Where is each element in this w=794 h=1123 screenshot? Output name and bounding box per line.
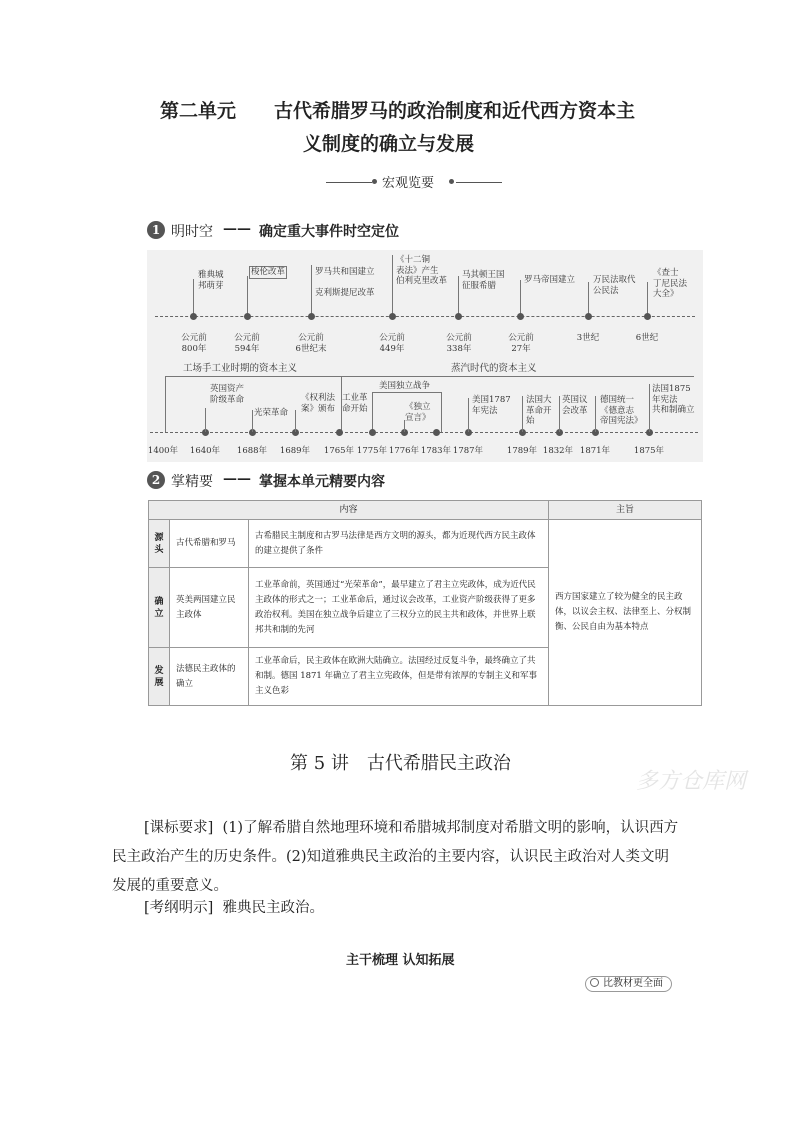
table-row [149, 520, 702, 568]
year-label: 1689年 [279, 446, 311, 456]
section2-dash: —— [223, 471, 251, 487]
essentials-table [148, 500, 702, 706]
section1-dash: —— [223, 221, 251, 237]
year-label: 1787年 [452, 446, 484, 456]
col-header-content: 内容 [149, 501, 549, 520]
unit-title-line2: 义制度的确立与发展 [303, 133, 475, 155]
subtitle-line-left [326, 182, 372, 183]
exam-outline-text: 雅典民主政治。 [222, 900, 325, 916]
lesson-title: 第 5 讲 古代希腊民主政治 [290, 753, 511, 774]
year-label: 1688年 [236, 446, 268, 456]
year-label: 1775年 [356, 446, 388, 456]
timeline-dot [585, 313, 592, 320]
row-topic: 法德民主政体的确立 [170, 648, 249, 706]
year-label: 6世纪 [635, 333, 659, 343]
timeline1-axis [155, 316, 695, 317]
year-label: 1832年 [542, 446, 574, 456]
compare-badge-label: 比教材更全面 [603, 978, 663, 989]
year-label: 公元前 27年 [508, 333, 534, 354]
era-label-manufacturing: 工场手工业时期的资本主义 [183, 363, 298, 374]
col-header-purpose: 主旨 [549, 501, 702, 520]
event-label: 《十二铜 表法》产生 伯利克里改革 [396, 255, 448, 286]
event-label: 《独立 宣言》 [405, 402, 431, 423]
curriculum-text: (1)了解希腊自然地理环境和希腊城邦制度对希腊文明的影响，认识西方民主政治产生的历史条件。(2)知道雅典民主政治的主要内容，认识民主政治对人类文明发展的重要意义。 [112, 820, 679, 894]
event-label: 《权利法 案》颁布 [301, 393, 336, 414]
tick [559, 396, 560, 432]
compare-badge [585, 976, 672, 992]
row-head: 源 头 [149, 520, 170, 568]
year-label: 1783年 [420, 446, 452, 456]
timeline-dot [244, 313, 251, 320]
timeline-dot [336, 429, 343, 436]
timeline2-axis [150, 432, 698, 433]
timeline-dot [433, 429, 440, 436]
unit-title-line1: 第二单元 古代希腊罗马的政治制度和近代西方资本主 [160, 100, 636, 122]
row-detail: 工业革命后，民主政体在欧洲大陆确立。法国经过反复斗争，最终确立了共和制。德国 1871 年确立了君主立宪政体，但是带有浓厚的专制主义和军事主义色彩 [249, 648, 549, 706]
event-label: 罗马帝国建立 [524, 275, 576, 285]
tick [252, 410, 253, 432]
tick [647, 282, 648, 316]
year-label: 1640年 [189, 446, 221, 456]
exam-outline-tag: [考纲明示] [144, 900, 214, 916]
section1-number-badge: 1 [147, 221, 165, 239]
exam-outline [144, 894, 324, 923]
tick [458, 276, 459, 316]
event-label: 英国资产 阶级革命 [210, 384, 245, 405]
event-label: 雅典城 邦萌芽 [198, 270, 224, 291]
section1-header [147, 221, 467, 241]
year-label: 公元前 449年 [379, 333, 405, 354]
year-label: 公元前 6世纪末 [295, 333, 327, 354]
era-label-steam: 蒸汽时代的资本主义 [451, 363, 537, 374]
event-label: 法国1875 年宪法 共和制确立 [652, 384, 695, 415]
search-icon [590, 978, 599, 987]
tick [649, 384, 650, 432]
year-label: 1871年 [579, 446, 611, 456]
year-label: 公元前 594年 [234, 333, 260, 354]
year-label: 1789年 [506, 446, 538, 456]
event-label: 工业革 命开始 [342, 393, 368, 414]
event-label: 马其顿王国 征服希腊 [462, 270, 505, 291]
year-label: 3世纪 [576, 333, 600, 343]
tick [520, 280, 521, 316]
tick [468, 398, 469, 432]
section2-header [147, 471, 467, 491]
indep-war-label: 美国独立战争 [379, 381, 431, 391]
row-head: 发 展 [149, 648, 170, 706]
subtitle-dot-left [372, 179, 377, 184]
event-label: 光荣革命 [254, 408, 289, 418]
timeline-dot [308, 313, 315, 320]
year-label: 1765年 [323, 446, 355, 456]
timeline-dot [644, 313, 651, 320]
curriculum-requirements [112, 814, 682, 901]
watermark: 多方仓库网 [636, 769, 747, 794]
timeline-dot [369, 429, 376, 436]
tick [205, 408, 206, 432]
timeline-dot [389, 313, 396, 320]
event-label: 英国议 会改革 [562, 395, 588, 416]
tick [595, 396, 596, 432]
event-label: 《查士 丁尼民法 大全》 [653, 268, 688, 299]
section2-label-a: 掌精要 [171, 474, 213, 490]
tick [295, 410, 296, 432]
timeline-dot [517, 313, 524, 320]
subtitle-row [326, 172, 502, 190]
event-label: 万民法取代 公民法 [593, 275, 636, 296]
row-topic: 古代希腊和罗马 [170, 520, 249, 568]
tick [247, 276, 248, 316]
main-section-title: 主干梳理 认知拓展 [346, 953, 455, 968]
section2-label-b: 掌握本单元精要内容 [259, 474, 385, 490]
year-label: 1400年 [147, 446, 179, 456]
subtitle: 宏观览要 [382, 176, 435, 191]
event-label: 德国统一 《德意志 帝国宪法》 [600, 395, 643, 426]
section1-label-a: 明时空 [171, 224, 213, 240]
tick [588, 282, 589, 316]
purpose-cell: 西方国家建立了较为健全的民主政体，以议会主权、法律至上、分权制衡、公民自由为基本特点 [549, 520, 702, 706]
curriculum-tag: [课标要求] [144, 820, 214, 836]
row-detail: 古希腊民主制度和古罗马法律是西方文明的源头，都为近现代西方民主政体的建立提供了条件 [249, 520, 549, 568]
event-label: 罗马共和国建立 克利斯提尼改革 [315, 267, 375, 298]
year-label: 1875年 [633, 446, 665, 456]
timeline-dot [455, 313, 462, 320]
subtitle-dot-right [449, 179, 454, 184]
row-head: 确 立 [149, 568, 170, 648]
section1-label-b: 确定重大事件时空定位 [259, 224, 399, 240]
era-bracket-steam [340, 376, 694, 377]
row-detail: 工业革命前，英国通过“光荣革命”，最早建立了君主立宪政体，成为近代民主政体的形式之一；工业革命后，通过议会改革，工业资产阶级获得了更多政治权利。美国在独立战争后建立了三权分立的民主共和政体，并世界上联邦共和制的先河 [249, 568, 549, 648]
year-label: 1776年 [388, 446, 420, 456]
tick [193, 279, 194, 316]
event-label: 梭伦改革 [251, 267, 286, 277]
year-label: 公元前 338年 [446, 333, 472, 354]
event-label: 法国大 革命开 始 [526, 395, 552, 426]
table-header-row [149, 501, 702, 520]
tick [522, 396, 523, 432]
tick [392, 255, 393, 316]
tick [311, 265, 312, 316]
event-label: 美国1787 年宪法 [472, 395, 511, 416]
year-label: 公元前 800年 [181, 333, 207, 354]
row-topic: 英美两国建立民主政体 [170, 568, 249, 648]
subtitle-line-right [456, 182, 502, 183]
section2-number-badge: 2 [147, 471, 165, 489]
timeline-dot [190, 313, 197, 320]
